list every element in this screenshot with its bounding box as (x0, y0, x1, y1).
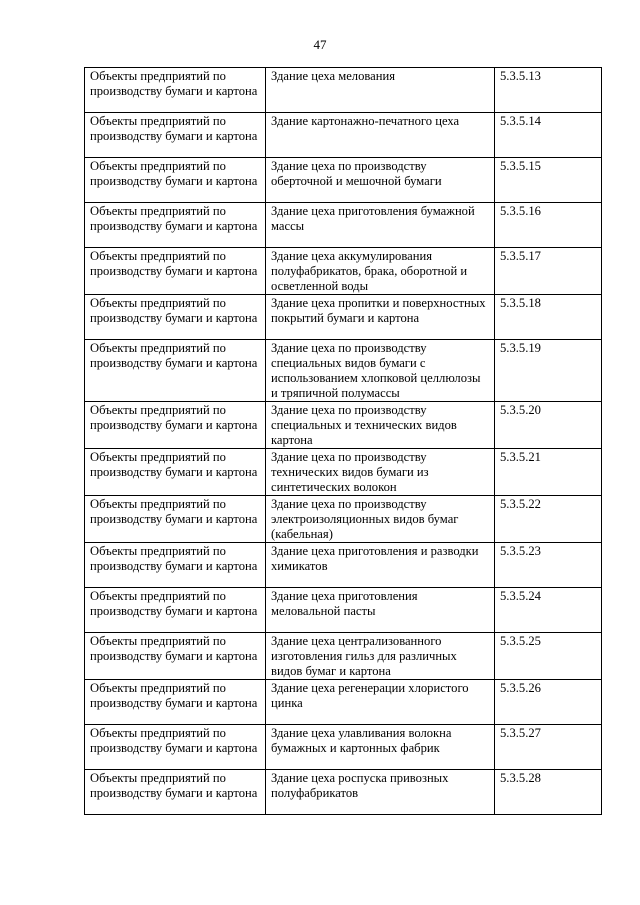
code-cell: 5.3.5.16 (495, 203, 602, 248)
building-cell: Здание цеха роспуска привозных полуфабрикатов (266, 770, 495, 815)
building-cell: Здание цеха приготовления меловальной пасты (266, 588, 495, 633)
table-row (85, 203, 602, 248)
object-cell: Объекты предприятий по производству бумаги и картона (85, 113, 266, 158)
table-row (85, 496, 602, 543)
object-cell: Объекты предприятий по производству бумаги и картона (85, 680, 266, 725)
building-cell: Здание цеха по производству специальных видов бумаги с использованием хлопковой целлюлозы и тряпичной полумассы (266, 340, 495, 402)
object-cell: Объекты предприятий по производству бумаги и картона (85, 248, 266, 295)
object-cell: Объекты предприятий по производству бумаги и картона (85, 725, 266, 770)
table-row (85, 770, 602, 815)
building-cell: Здание цеха приготовления и разводки химикатов (266, 543, 495, 588)
code-cell: 5.3.5.20 (495, 402, 602, 449)
table-row (85, 543, 602, 588)
object-cell: Объекты предприятий по производству бумаги и картона (85, 496, 266, 543)
building-cell: Здание цеха регенерации хлористого цинка (266, 680, 495, 725)
object-cell: Объекты предприятий по производству бумаги и картона (85, 158, 266, 203)
table-row (85, 680, 602, 725)
code-cell: 5.3.5.24 (495, 588, 602, 633)
code-cell: 5.3.5.17 (495, 248, 602, 295)
building-cell: Здание цеха централизованного изготовления гильз для различных видов бумаг и картона (266, 633, 495, 680)
building-cell: Здание цеха по производству специальных и технических видов картона (266, 402, 495, 449)
object-cell: Объекты предприятий по производству бумаги и картона (85, 633, 266, 680)
table-row (85, 725, 602, 770)
code-cell: 5.3.5.15 (495, 158, 602, 203)
page-number: 47 (313, 37, 327, 52)
table-row (85, 340, 602, 402)
object-cell: Объекты предприятий по производству бумаги и картона (85, 543, 266, 588)
code-cell: 5.3.5.13 (495, 68, 602, 113)
code-cell: 5.3.5.18 (495, 295, 602, 340)
table-row (85, 449, 602, 496)
building-cell: Здание цеха мелования (266, 68, 495, 113)
object-cell: Объекты предприятий по производству бумаги и картона (85, 340, 266, 402)
table-row (85, 295, 602, 340)
code-cell: 5.3.5.19 (495, 340, 602, 402)
object-cell: Объекты предприятий по производству бумаги и картона (85, 770, 266, 815)
object-cell: Объекты предприятий по производству бумаги и картона (85, 402, 266, 449)
code-cell: 5.3.5.21 (495, 449, 602, 496)
code-cell: 5.3.5.25 (495, 633, 602, 680)
table-row (85, 158, 602, 203)
object-cell: Объекты предприятий по производству бумаги и картона (85, 295, 266, 340)
code-cell: 5.3.5.14 (495, 113, 602, 158)
code-cell: 5.3.5.27 (495, 725, 602, 770)
code-cell: 5.3.5.26 (495, 680, 602, 725)
building-cell: Здание картонажно-печатного цеха (266, 113, 495, 158)
object-cell: Объекты предприятий по производству бумаги и картона (85, 203, 266, 248)
building-cell: Здание цеха по производству электроизоляционных видов бумаг (кабельная) (266, 496, 495, 543)
building-cell: Здание цеха аккумулирования полуфабрикатов, брака, оборотной и осветленной воды (266, 248, 495, 295)
table-row (85, 113, 602, 158)
object-cell: Объекты предприятий по производству бумаги и картона (85, 588, 266, 633)
code-cell: 5.3.5.28 (495, 770, 602, 815)
building-cell: Здание цеха пропитки и поверхностных покрытий бумаги и картона (266, 295, 495, 340)
code-cell: 5.3.5.22 (495, 496, 602, 543)
table-row (85, 588, 602, 633)
table-row (85, 402, 602, 449)
object-cell: Объекты предприятий по производству бумаги и картона (85, 68, 266, 113)
object-cell: Объекты предприятий по производству бумаги и картона (85, 449, 266, 496)
objects-table (84, 67, 602, 815)
code-cell: 5.3.5.23 (495, 543, 602, 588)
building-cell: Здание цеха по производству технических видов бумаги из синтетических волокон (266, 449, 495, 496)
table-row (85, 68, 602, 113)
building-cell: Здание цеха приготовления бумажной массы (266, 203, 495, 248)
building-cell: Здание цеха улавливания волокна бумажных и картонных фабрик (266, 725, 495, 770)
table-row (85, 633, 602, 680)
table-row (85, 248, 602, 295)
building-cell: Здание цеха по производству оберточной и мешочной бумаги (266, 158, 495, 203)
